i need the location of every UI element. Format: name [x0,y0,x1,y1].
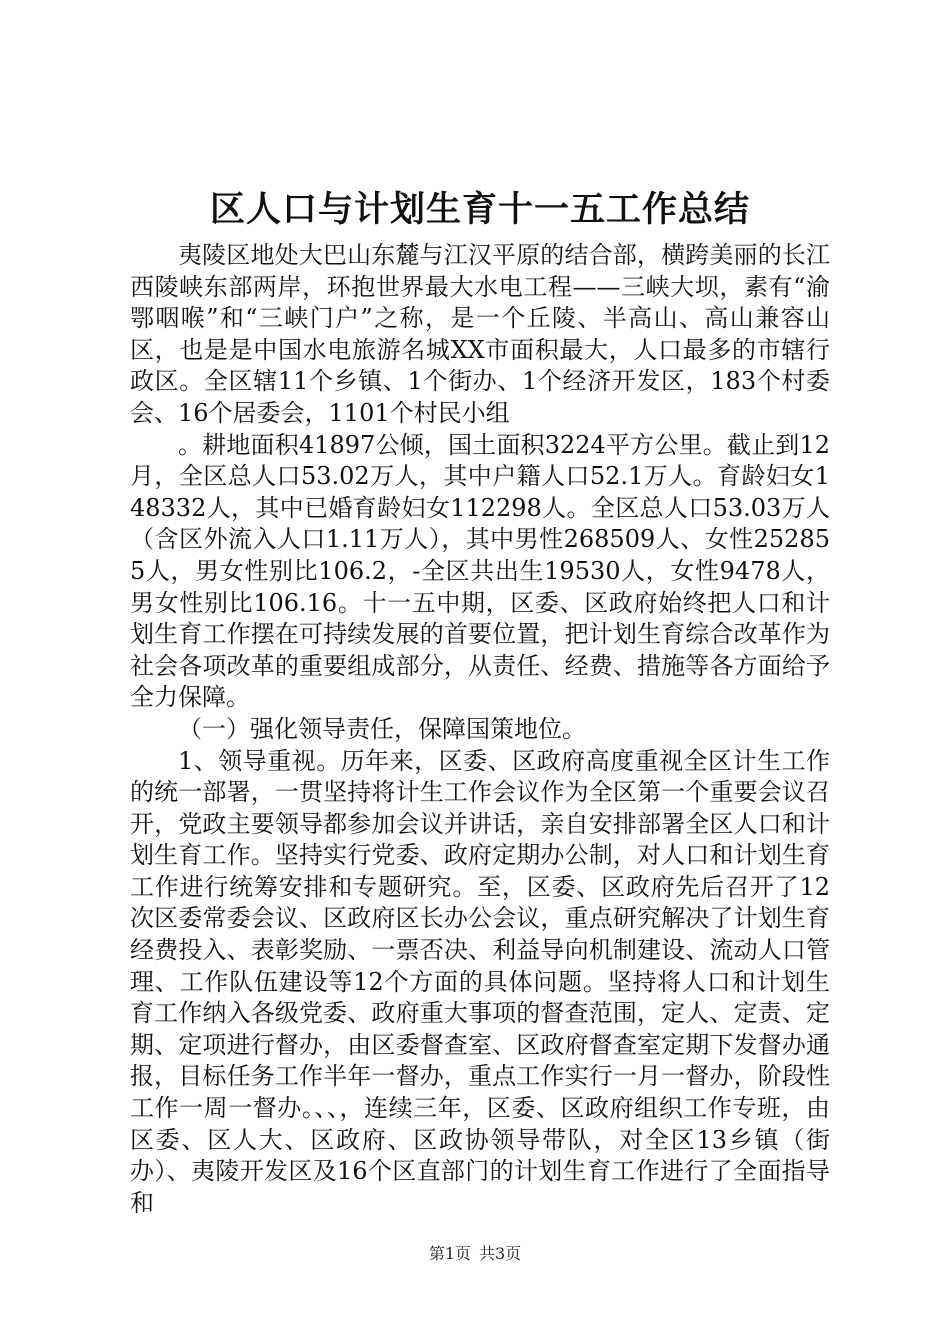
page-number: 第1页 [428,1244,471,1263]
document-page [130,180,830,1219]
page-total: 共3页 [479,1244,522,1263]
section-heading: （一）强化领导责任，保障国策地位。 [178,714,586,743]
page-footer [0,1244,950,1264]
paragraph-leadership: 1、领导重视。历年来，区委、区政府高度重视全区计生工作的统一部署，一贯坚持将计生工作会议作为全区第一个重要会议召开，党政主要领导都参加会议并讲话，亲自安排部署全区人口和计划生育工作。坚持实行党委、政府定期办公制，对人口和计划生育工作进行统筹安排和专题研究。至，区委、区政府先后召开了12次区委常委会议、区政府区长办公会议，重点研究解决了计划生育经费投入、表彰奖励、一票否决、利益导向机制建设、流动人口管理、工作队伍建设等12个方面的具体问题。坚持将人口和计划生育工作纳入各级党委、政府重大事项的督查范围，定人、定责、定期、定项进行督办，由区委督查室、区政府督查室定期下发督办通报，目标任务工作半年一督办，重点工作实行一月一督办，阶段性工作一周一督办。、、，连续三年，区委、区政府组织工作专班，由区委、区人大、区政府、区政协领导带队，对全区13乡镇（街办）、夷陵开发区及16个区直部门的计划生育工作进行了全面指导和 [130,746,830,1217]
document-title: 区人口与计划生育十一五工作总结 [209,189,750,230]
paragraph-population: 。耕地面积41897公倾，国土面积3224平方公里。截止到12月，全区总人口53.02万人，其中户籍人口52.1万人。育龄妇女148332人，其中已婚育龄妇女112298人。全区总人口53.03万人（含区外流入人口1.11万人），其中男性268509人、女性252855人，男女性别比106.2，-全区共出生19530人，女性9478人，男女性别比106.16。十一五中期，区委、区政府始终把人口和计划生育工作摆在可持续发展的首要位置，把计划生育综合改革作为社会各项改革的重要组成部分，从责任、经费、措施等各方面给予全力保障。 [130,430,830,712]
paragraph-intro: 夷陵区地处大巴山东麓与江汉平原的结合部，横跨美丽的长江西陵峡东部两岸，环抱世界最大水电工程——三峡大坝，素有“渝鄂咽喉”和“三峡门户”之称，是一个丘陵、半高山、高山兼容山区，也是是中国水电旅游名城XX市面积最大，人口最多的市辖行政区。全区辖11个乡镇、1个街办、1个经济开发区，183个村委会、16个居委会，1101个村民小组 [130,241,830,427]
